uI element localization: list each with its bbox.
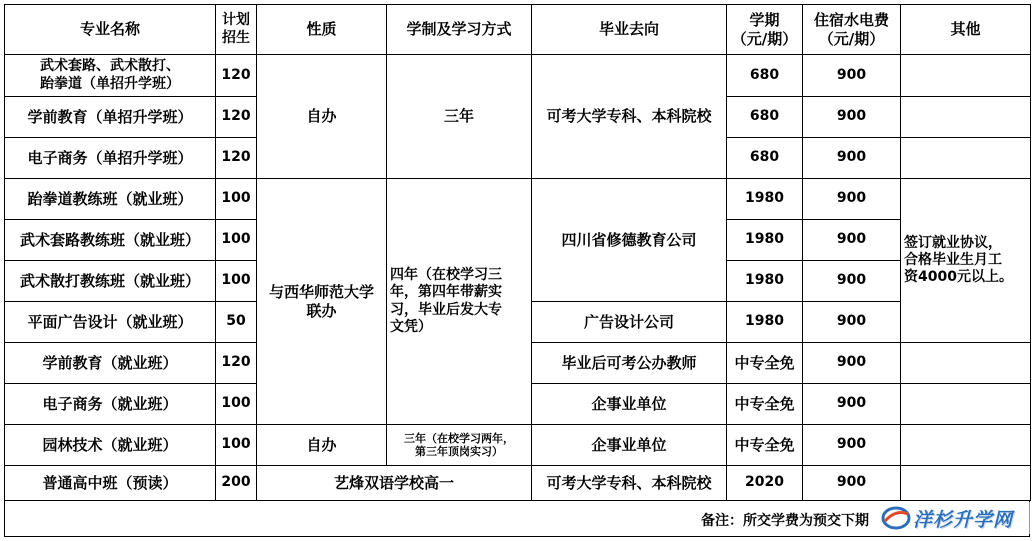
major-name: 武术套路教练班（就业班）	[5, 220, 216, 261]
header-nature: 性质	[257, 5, 387, 55]
major-name: 平面广告设计（就业班）	[5, 302, 216, 343]
system-cell: 三年	[387, 55, 532, 179]
other-cell	[901, 97, 1031, 138]
header-other: 其他	[901, 5, 1031, 55]
nature-cell: 与西华师范大学 联办	[257, 179, 387, 425]
tuition-cell: 680	[727, 55, 803, 97]
lodging-cell: 900	[803, 97, 901, 138]
tuition-cell: 2020	[727, 466, 803, 501]
other-cell	[901, 55, 1031, 97]
lodging-cell: 900	[803, 179, 901, 220]
header-name: 专业名称	[5, 5, 216, 55]
enrollment-table	[4, 4, 1031, 501]
lodging-cell: 900	[803, 343, 901, 384]
other-cell: 签订就业协议， 合格毕业生月工 资4000元以上。	[901, 179, 1031, 343]
watermark-logo	[881, 502, 1031, 534]
major-name: 武术套路、武术散打、 跆拳道（单招升学班）	[5, 55, 216, 97]
tuition-cell: 1980	[727, 261, 803, 302]
lodging-cell: 900	[803, 220, 901, 261]
system-cell: 四年（在校学习三 年，第四年带薪实 习，毕业后发大专 文凭）	[387, 179, 532, 425]
quota-cell: 100	[216, 179, 257, 220]
quota-cell: 100	[216, 220, 257, 261]
system-cell: 三年（在校学习两年， 第三年顶岗实习）	[387, 425, 532, 466]
destination-cell: 广告设计公司	[532, 302, 727, 343]
footer-note: 备注：所交学费为预交下期	[701, 513, 869, 529]
tuition-cell: 中专全免	[727, 343, 803, 384]
major-name: 武术散打教练班（就业班）	[5, 261, 216, 302]
lodging-cell: 900	[803, 302, 901, 343]
header-tuition: 学期 （元/期）	[727, 5, 803, 55]
header-destination: 毕业去向	[532, 5, 727, 55]
tuition-cell: 1980	[727, 220, 803, 261]
tuition-cell: 1980	[727, 302, 803, 343]
quota-cell: 200	[216, 466, 257, 501]
lodging-cell: 900	[803, 384, 901, 425]
quota-cell: 100	[216, 425, 257, 466]
tuition-cell: 中专全免	[727, 425, 803, 466]
tuition-cell: 中专全免	[727, 384, 803, 425]
destination-cell: 毕业后可考公办教师	[532, 343, 727, 384]
footer-note-row	[4, 500, 1030, 537]
lodging-cell: 900	[803, 425, 901, 466]
table-row	[5, 55, 1031, 97]
major-name: 学前教育（单招升学班）	[5, 97, 216, 138]
other-cell	[901, 425, 1031, 466]
nature-cell: 自办	[257, 55, 387, 179]
destination-cell: 四川省修德教育公司	[532, 179, 727, 302]
other-cell	[901, 466, 1031, 501]
destination-cell: 企事业单位	[532, 425, 727, 466]
destination-cell: 可考大学专科、本科院校	[532, 55, 727, 179]
header-system: 学制及学习方式	[387, 5, 532, 55]
quota-cell: 120	[216, 343, 257, 384]
major-name: 跆拳道教练班（就业班）	[5, 179, 216, 220]
header-quota: 计划 招生	[216, 5, 257, 55]
nature-cell: 自办	[257, 425, 387, 466]
lodging-cell: 900	[803, 261, 901, 302]
other-cell	[901, 343, 1031, 384]
school-cell: 艺烽双语学校高一	[257, 466, 532, 501]
watermark-text: 洋杉升学网	[913, 508, 1014, 531]
tuition-cell: 680	[727, 97, 803, 138]
table-row	[5, 466, 1031, 501]
quota-cell: 100	[216, 384, 257, 425]
header-lodging: 住宿水电费 （元/期）	[803, 5, 901, 55]
quota-cell: 120	[216, 97, 257, 138]
tuition-cell: 680	[727, 138, 803, 179]
major-name: 电子商务（单招升学班）	[5, 138, 216, 179]
quota-cell: 100	[216, 261, 257, 302]
swoosh-icon	[881, 505, 911, 531]
lodging-cell: 900	[803, 55, 901, 97]
tuition-cell: 1980	[727, 179, 803, 220]
header-row	[5, 5, 1031, 55]
major-name: 学前教育（就业班）	[5, 343, 216, 384]
quota-cell: 120	[216, 55, 257, 97]
table-row	[5, 179, 1031, 220]
destination-cell: 企事业单位	[532, 384, 727, 425]
destination-cell: 可考大学专科、本科院校	[532, 466, 727, 501]
major-name: 普通高中班（预读）	[5, 466, 216, 501]
lodging-cell: 900	[803, 138, 901, 179]
major-name: 电子商务（就业班）	[5, 384, 216, 425]
lodging-cell: 900	[803, 466, 901, 501]
major-name: 园林技术（就业班）	[5, 425, 216, 466]
other-cell	[901, 384, 1031, 425]
quota-cell: 120	[216, 138, 257, 179]
other-cell	[901, 138, 1031, 179]
quota-cell: 50	[216, 302, 257, 343]
table-row	[5, 425, 1031, 466]
